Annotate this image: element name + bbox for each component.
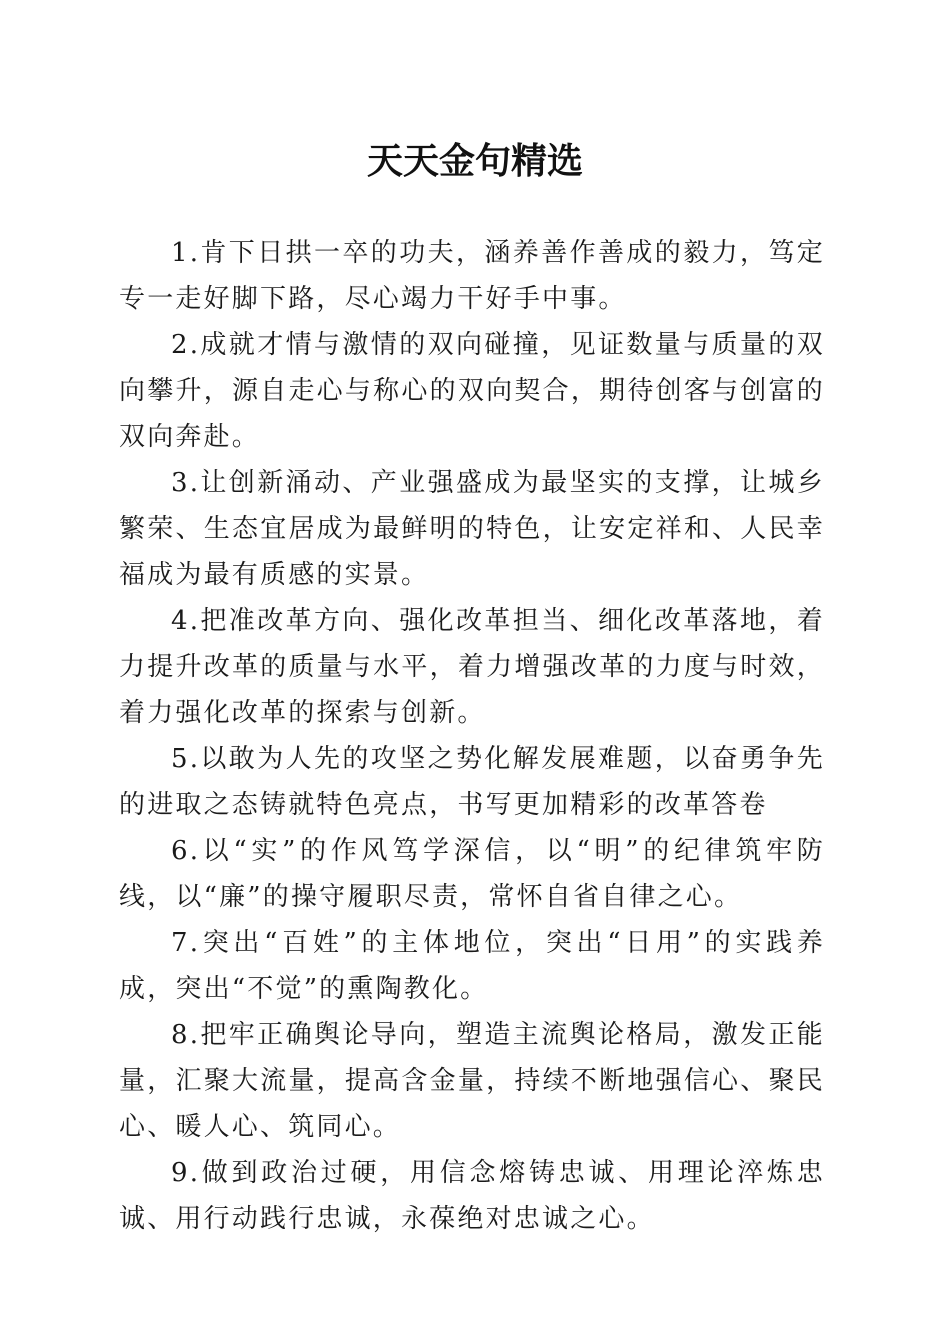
document-body	[119, 230, 825, 1242]
paragraph-7: 7.突出“百姓”的主体地位，突出“日用”的实践养成，突出“不觉”的熏陶教化。	[119, 928, 825, 1004]
paragraph-6: 6.以“实”的作风笃学深信，以“明”的纪律筑牢防线，以“廉”的操守履职尽责，常怀自省自律之心。	[119, 836, 825, 912]
page-title: 天天金句精选	[366, 140, 583, 182]
paragraph-4: 4.把准改革方向、强化改革担当、细化改革落地，着力提升改革的质量与水平，着力增强改革的力度与时效，着力强化改革的探索与创新。	[119, 606, 825, 728]
paragraph-2: 2.成就才情与激情的双向碰撞，见证数量与质量的双向攀升，源自走心与称心的双向契合，期待创客与创富的双向奔赴。	[119, 330, 825, 452]
paragraph-1: 1.肯下日拱一卒的功夫，涵养善作善成的毅力，笃定专一走好脚下路，尽心竭力干好手中事。	[119, 238, 825, 314]
paragraph-8: 8.把牢正确舆论导向，塑造主流舆论格局，激发正能量，汇聚大流量，提高含金量，持续不断地强信心、聚民心、暖人心、筑同心。	[119, 1020, 825, 1142]
paragraph-9: 9.做到政治过硬，用信念熔铸忠诚、用理论淬炼忠诚、用行动践行忠诚，永葆绝对忠诚之心。	[119, 1158, 825, 1234]
paragraph-5: 5.以敢为人先的攻坚之势化解发展难题，以奋勇争先的进取之态铸就特色亮点，书写更加精彩的改革答卷	[119, 744, 825, 820]
paragraph-3: 3.让创新涌动、产业强盛成为最坚实的支撑，让城乡繁荣、生态宜居成为最鲜明的特色，让安定祥和、人民幸福成为最有质感的实景。	[119, 468, 825, 590]
